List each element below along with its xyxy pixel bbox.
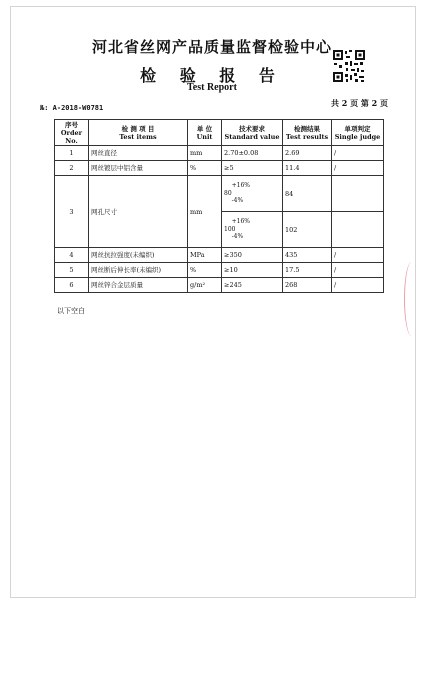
table-row: 3 网孔尺寸 mm +16% 80 -4% 84: [55, 176, 384, 212]
table-row: 1 网丝直径 mm 2.70±0.08 2.69 /: [55, 146, 384, 161]
report-page: [10, 6, 416, 598]
seal-stamp-edge: [404, 262, 419, 336]
header-judge: 单项判定 Single judge: [332, 120, 384, 146]
report-title-en: Test Report: [187, 82, 237, 93]
report-title-cn: 检 验 报 告: [140, 66, 284, 85]
header-order: 序号 Order No.: [55, 120, 89, 146]
header-unit: 单 位 Unit: [188, 120, 222, 146]
table-row: 4 网丝抗拉强度(未编织) MPa ≥350 435 /: [55, 248, 384, 263]
below-blank-note: 以下空白: [57, 307, 85, 315]
report-number: №: A-2018-W0781: [40, 104, 104, 112]
table-row: 5 网丝断后伸长率(未编织) % ≥10 17.5 /: [55, 263, 384, 278]
page-info: 共 2 页 第 2 页: [330, 98, 388, 108]
qr-code-icon: [332, 49, 366, 83]
table-header-row: [55, 120, 384, 146]
table-row: 2 网丝镀层中铝含量 % ≥5 11.4 /: [55, 161, 384, 176]
table-row: 6 网丝锌合金层质量 g/m² ≥245 268 /: [55, 278, 384, 293]
table-row: +16% 100 -4% 102: [55, 212, 384, 248]
header-results: 检测结果 Test results: [283, 120, 332, 146]
header-standard: 技术要求 Standard value: [222, 120, 283, 146]
header-items: 检 测 项 目 Test items: [89, 120, 188, 146]
test-results-table: [54, 119, 384, 293]
organization-name: 河北省丝网产品质量监督检验中心: [91, 38, 332, 56]
